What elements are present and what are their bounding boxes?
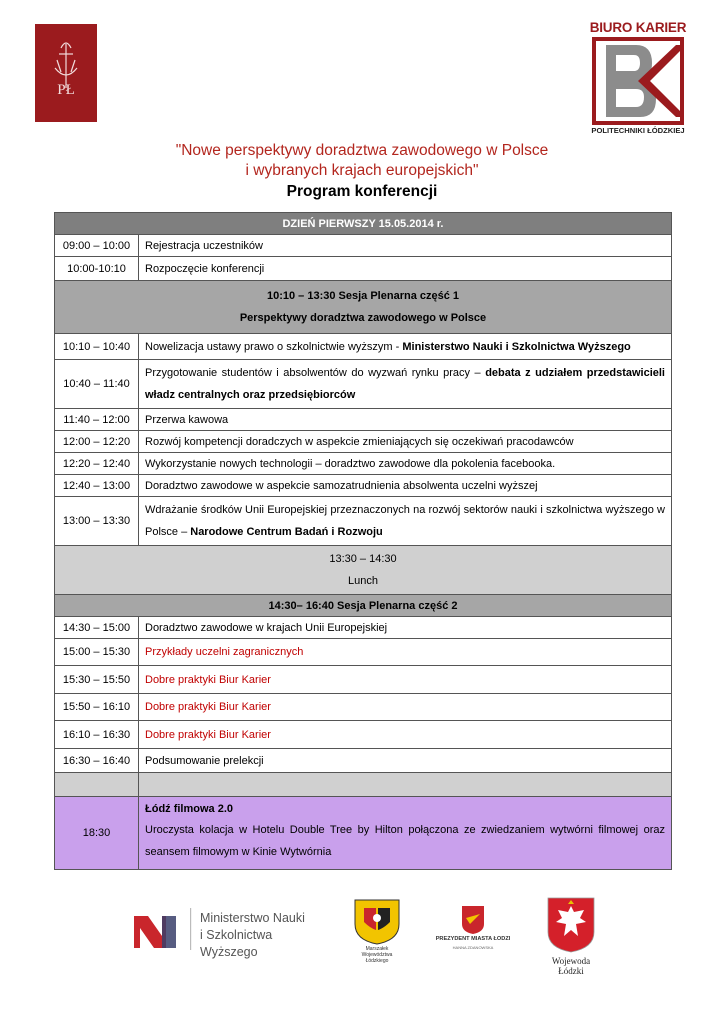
row-time: 14:30 – 15:00 [55, 617, 139, 639]
table-row [55, 409, 672, 431]
row-text: Rozpoczęcie konferencji [139, 257, 672, 281]
conference-title-line2: i wybranych krajach europejskich" [245, 162, 479, 179]
table-row [55, 617, 672, 639]
evening-row [55, 797, 672, 870]
polish-eagle-icon [540, 896, 602, 954]
row-time: 12:20 – 12:40 [55, 453, 139, 475]
session1-title: 10:10 – 13:30 Sesja Plenarna część 1 [266, 290, 460, 302]
row-time: 16:10 – 16:30 [55, 721, 139, 749]
table-row [55, 694, 672, 721]
row-text: Przykłady uczelni zagranicznych [139, 639, 672, 666]
evening-text: Uroczysta kolacja w Hotelu Double Tree by Hilton połączona ze zwiedzaniem wytwórni filmowej oraz seansem filmowym w Kinie Wytwórnia [145, 824, 665, 858]
session2-title: 14:30– 16:40 Sesja Plenarna część 2 [55, 595, 672, 617]
table-row [55, 666, 672, 694]
program-table [54, 212, 672, 870]
row-text-bold: Narodowe Centrum Badań i Rozwoju [190, 526, 383, 538]
prezydent-title: PREZYDENT MIASTA ŁODZI [435, 936, 511, 942]
table-row [55, 235, 672, 257]
row-time: 15:50 – 16:10 [55, 694, 139, 721]
biuro-karier-title: BIURO KARIER [589, 20, 687, 35]
table-row [55, 639, 672, 666]
table-row [55, 749, 672, 773]
row-text: Przerwa kawowa [139, 409, 672, 431]
table-row [55, 497, 672, 546]
mnisw-logo [132, 906, 332, 959]
row-time: 15:00 – 15:30 [55, 639, 139, 666]
mnisw-line2: i Szkolnictwa Wyższego [200, 928, 273, 959]
table-row [55, 453, 672, 475]
politechnika-lodzka-logo [35, 24, 97, 122]
session1-header-row [55, 281, 672, 334]
row-time: 12:40 – 13:00 [55, 475, 139, 497]
program-heading: Program konferencji [286, 183, 438, 200]
lunch-label: Lunch [348, 575, 378, 587]
table-row [55, 431, 672, 453]
row-time: 15:30 – 15:50 [55, 666, 139, 694]
marsz-line2: Województwa [361, 952, 393, 958]
row-time: 10:10 – 10:40 [55, 334, 139, 360]
spacer-row [55, 773, 672, 797]
row-time: 11:40 – 12:00 [55, 409, 139, 431]
marsz-line3: Łódzkiego [365, 958, 389, 964]
prezydent-name: HANNA ZDANOWSKA [452, 945, 494, 950]
row-text: Rozwój kompetencji doradczych w aspekcie zmieniających się oczekiwań pracodawców [139, 431, 672, 453]
mnisw-line1: Ministerstwo Nauki [200, 911, 305, 925]
sponsor-logos [0, 890, 724, 980]
row-text: Dobre praktyki Biur Karier [139, 694, 672, 721]
row-text: Wykorzystanie nowych technologii – doradztwo zawodowe dla pokolenia facebooka. [139, 453, 672, 475]
bk-mark-icon [592, 37, 684, 125]
row-time: 09:00 – 10:00 [55, 235, 139, 257]
table-row [55, 721, 672, 749]
evening-title: Łódź filmowa 2.0 [145, 803, 234, 815]
row-text: Dobre praktyki Biur Karier [139, 721, 672, 749]
row-text: Doradztwo zawodowe w aspekcie samozatrudnienia absolwenta uczelni wyższej [139, 475, 672, 497]
biuro-karier-logo [588, 20, 688, 138]
row-text: Podsumowanie prelekcji [139, 749, 672, 773]
marsz-line1: Marszałek [365, 946, 389, 952]
row-text: Wdrażanie środków Unii Europejskiej przeznaczonych na rozwój sektorów nauki i szkolnictwa wyższego w Polsce – [145, 504, 665, 538]
row-time: 10:00-10:10 [55, 257, 139, 281]
biuro-karier-subtitle: POLITECHNIKI ŁÓDZKIEJ [591, 126, 685, 135]
lunch-time: 13:30 – 14:30 [329, 553, 397, 565]
day-header: DZIEŃ PIERWSZY 15.05.2014 r. [55, 213, 672, 235]
lodzkie-coat-of-arms-icon [350, 896, 404, 946]
table-row [55, 257, 672, 281]
conference-title-line1: "Nowe perspektywy doradztwa zawodowego w Polsce [175, 142, 549, 159]
day-header-row [55, 213, 672, 235]
row-time: 13:00 – 13:30 [55, 497, 139, 546]
row-text: Dobre praktyki Biur Karier [139, 666, 672, 694]
row-text-bold: debata z udziałem przedstawicieli władz centralnych oraz przedsiębiorców [145, 367, 665, 401]
prezydent-lodzi-logo [430, 904, 516, 964]
mnisw-mark-icon [132, 906, 192, 952]
wojewoda-caption: Wojewoda Łódzki [551, 956, 591, 976]
table-row [55, 334, 672, 360]
session1-subtitle: Perspektywy doradztwa zawodowego w Polsce [239, 312, 487, 324]
row-text-bold: Ministerstwo Nauki i Szkolnictwa Wyższego [402, 340, 631, 353]
lunch-row [55, 546, 672, 595]
pl-logo-text: PŁ [57, 82, 75, 98]
table-row [55, 360, 672, 409]
wojewoda-logo [540, 896, 602, 976]
row-text: Nowelizacja ustawy prawo o szkolnictwie wyższym - [145, 340, 403, 353]
marszalek-logo [350, 896, 404, 968]
evening-time: 18:30 [55, 797, 139, 870]
row-time: 12:00 – 12:20 [55, 431, 139, 453]
row-text: Doradztwo zawodowe w krajach Unii Europejskiej [139, 617, 672, 639]
row-time: 16:30 – 16:40 [55, 749, 139, 773]
table-row [55, 475, 672, 497]
lodz-city-emblem-icon [430, 904, 516, 934]
row-text: Rejestracja uczestników [139, 235, 672, 257]
row-text: Przygotowanie studentów i absolwentów do wyzwań rynku pracy – [145, 367, 486, 379]
row-time: 10:40 – 11:40 [55, 360, 139, 409]
session2-header-row [55, 595, 672, 617]
